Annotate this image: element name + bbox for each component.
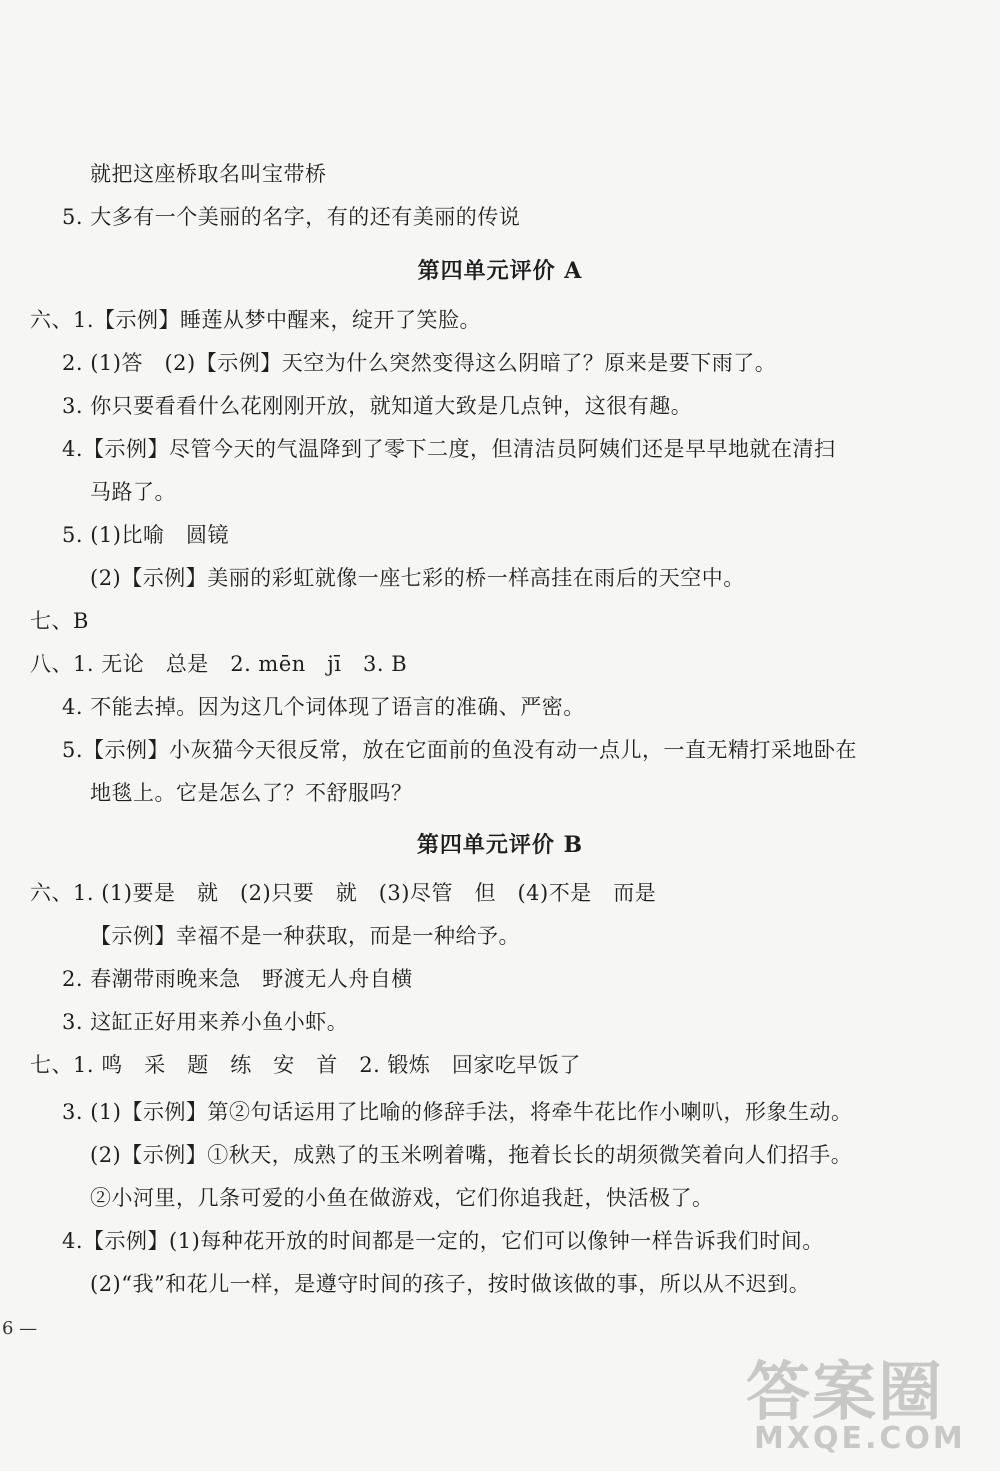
text-line: 4.【示例】(1)每种花开放的时间都是一定的，它们可以像钟一样告诉我们时间。 bbox=[62, 1229, 824, 1253]
section-b-title: 第四单元评价 B bbox=[416, 832, 584, 858]
text-line: 地毯上。它是怎么了？不舒服吗？ bbox=[90, 781, 413, 805]
watermark-text: 答案圈 bbox=[746, 1356, 944, 1430]
text-line: 3. (1)【示例】第②句话运用了比喻的修辞手法，将牵牛花比作小喇叭，形象生动。 bbox=[62, 1100, 853, 1124]
text-line: (2)【示例】美丽的彩虹就像一座七彩的桥一样高挂在雨后的天空中。 bbox=[90, 566, 745, 590]
text-line: 4.【示例】尽管今天的气温降到了零下二度，但清洁员阿姨们还是早早地就在清扫 bbox=[62, 437, 836, 461]
text-line: 【示例】幸福不是一种获取，而是一种给予。 bbox=[90, 924, 520, 948]
text-line: 六、1. (1)要是 就 (2)只要 就 (3)尽管 但 (4)不是 而是 bbox=[30, 881, 657, 905]
watermark-url: MXQE.COM bbox=[754, 1421, 966, 1456]
text-line: 马路了。 bbox=[90, 480, 176, 504]
text-line: 八、1. 无论 总是 2. mēn jī 3. B bbox=[30, 652, 408, 676]
text-line: 六、1.【示例】睡莲从梦中醒来，绽开了笑脸。 bbox=[30, 308, 482, 332]
text-line: (2)【示例】①秋天，成熟了的玉米咧着嘴，拖着长长的胡须微笑着向人们招手。 bbox=[90, 1143, 853, 1167]
text-line: 七、B bbox=[30, 609, 89, 633]
text-line: 5.【示例】小灰猫今天很反常，放在它面前的鱼没有动一点儿，一直无精打采地卧在 bbox=[62, 738, 858, 762]
text-line: 3. 这缸正好用来养小鱼小虾。 bbox=[62, 1010, 349, 1034]
text-line: 5. 大多有一个美丽的名字，有的还有美丽的传说 bbox=[62, 205, 521, 229]
text-line: 七、1. 鸣 采 题 练 安 首 2. 锻炼 回家吃早饭了 bbox=[30, 1053, 581, 1077]
text-line: 4. 不能去掉。因为这几个词体现了语言的准确、严密。 bbox=[62, 695, 585, 719]
watermark-logo bbox=[746, 1341, 976, 1461]
text-line: 就把这座桥取名叫宝带桥 bbox=[90, 162, 327, 186]
text-line: ②小河里，几条可爱的小鱼在做游戏，它们你追我赶，快活极了。 bbox=[90, 1186, 714, 1210]
text-line: 3. 你只要看看什么花刚刚开放，就知道大致是几点钟，这很有趣。 bbox=[62, 394, 693, 418]
text-line: 2. (1)答 (2)【示例】天空为什么突然变得这么阴暗了？原来是要下雨了。 bbox=[62, 351, 777, 375]
text-line: 5. (1)比喻 圆镜 bbox=[62, 523, 229, 547]
page-number: 6 — bbox=[2, 1318, 38, 1339]
text-line: (2)“我”和花儿一样，是遵守时间的孩子，按时做该做的事，所以从不迟到。 bbox=[90, 1272, 811, 1296]
text-line: 2. 春潮带雨晚来急 野渡无人舟自横 bbox=[62, 967, 413, 991]
section-a-title: 第四单元评价 A bbox=[417, 258, 583, 284]
